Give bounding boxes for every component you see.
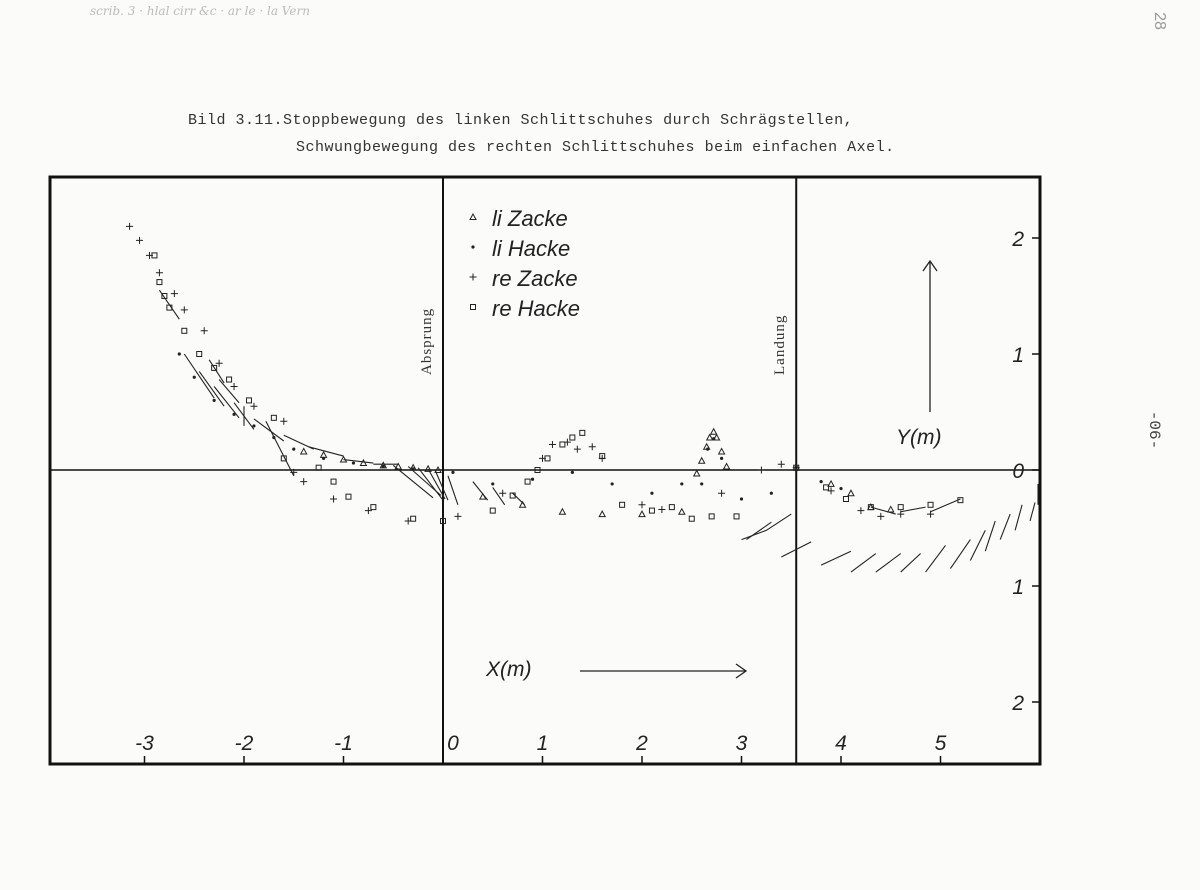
y-tick-label-0: 2 [1012,228,1024,251]
force-vector-38 [766,514,791,530]
point-li-hacke-12 [491,482,494,485]
y-axis-title: Y(m) [896,426,942,449]
legend-label-3: re Hacke [492,296,581,321]
legend-label-2: re Zacke [492,266,578,291]
force-vector-30 [1030,502,1035,521]
point-re-zacke-34 [927,511,934,518]
x-tick-label-6: 3 [735,732,748,755]
point-re-zacke-32 [877,513,884,520]
force-vector-34 [219,380,239,403]
x-tick-label-8: 5 [934,732,947,755]
point-li-hacke-7 [322,457,325,460]
point-re-hacke-1 [157,280,162,285]
point-li-hacke-6 [292,448,295,451]
point-li-zacke-27 [888,506,894,512]
point-re-hacke-14 [371,505,376,510]
point-re-hacke-33 [824,485,829,490]
point-re-hacke-8 [246,398,251,403]
legend-marker-0 [470,214,476,220]
point-re-zacke-8 [231,383,238,390]
point-re-zacke-9 [250,403,257,410]
point-li-hacke-11 [451,471,454,474]
force-vector-28 [1000,514,1010,540]
point-li-hacke-22 [740,497,743,500]
point-li-zacke-12 [599,511,605,517]
point-li-hacke-9 [382,465,385,468]
point-li-hacke-21 [720,457,723,460]
force-vector-4 [254,419,284,441]
point-re-hacke-31 [734,514,739,519]
force-vector-20 [821,551,851,565]
legend-marker-2 [470,274,477,281]
point-re-zacke-6 [201,327,208,334]
point-li-hacke-5 [272,436,275,439]
y-tick-label-1: 1 [1012,344,1024,367]
point-li-hacke-20 [712,437,715,440]
x-tick-label-0: -3 [135,732,154,755]
point-li-zacke-18 [707,435,713,441]
force-vector-2 [214,386,239,417]
event-label-landung: Landung [772,314,789,375]
point-li-zacke-16 [699,458,705,464]
point-re-hacke-36 [898,505,903,510]
point-re-zacke-19 [549,441,556,448]
axis-ticks [135,228,1040,764]
point-li-zacke-15 [694,470,700,476]
x-tick-label-3: 0 [447,732,459,755]
force-vector-6 [309,447,344,456]
point-li-zacke-0 [301,448,307,454]
x-tick-label-5: 2 [636,732,648,755]
point-li-zacke-1 [321,452,327,458]
force-vector-26 [970,530,985,560]
x-tick-label-1: -2 [234,732,254,755]
point-re-hacke-23 [570,435,575,440]
point-re-zacke-31 [857,507,864,514]
point-re-zacke-3 [156,269,163,276]
point-re-zacke-13 [330,496,337,503]
legend [470,206,581,321]
force-vector-41 [931,499,961,512]
point-re-zacke-22 [589,443,596,450]
force-vector-35 [266,421,294,476]
point-li-hacke-26 [839,487,842,490]
x-tick-label-7: 4 [835,732,847,755]
point-li-zacke-21 [719,448,725,454]
point-re-zacke-10 [280,418,287,425]
point-re-zacke-4 [171,290,178,297]
force-vector-25 [950,540,970,569]
legend-label-1: li Hacke [492,236,571,261]
point-li-zacke-19 [711,429,717,435]
point-li-zacke-22 [724,464,730,470]
point-li-hacke-0 [178,352,181,355]
y-tick-label-3: 1 [1012,576,1024,599]
point-re-hacke-5 [197,352,202,357]
x-axis-title: X(m) [486,658,532,681]
point-re-zacke-12 [300,478,307,485]
point-re-hacke-4 [182,328,187,333]
page-number: -06- [1145,410,1163,450]
force-vector-23 [901,554,921,573]
point-li-hacke-8 [352,461,355,464]
handwritten-scribble: scrib. 3 · hlal cirr &c · ar le · la Vern [90,4,310,18]
point-li-hacke-3 [232,413,235,416]
point-re-zacke-17 [499,490,506,497]
point-re-hacke-30 [709,514,714,519]
point-li-hacke-17 [680,482,683,485]
point-re-zacke-27 [758,467,765,474]
point-li-zacke-3 [360,460,366,466]
force-vector-22 [876,554,901,573]
point-re-hacke-28 [669,505,674,510]
point-re-zacke-25 [658,506,665,513]
figure-caption-line-2: Schwungbewegung des rechten Schlittschuhes beim einfachen Axel. [296,139,895,156]
point-re-zacke-26 [718,490,725,497]
point-re-zacke-1 [136,237,143,244]
point-re-hacke-34 [843,497,848,502]
figure-caption-line-1: Bild 3.11.Stoppbewegung des linken Schlittschuhes durch Schrägstellen, [188,112,854,129]
point-re-hacke-29 [689,516,694,521]
force-vector-7 [344,460,374,463]
y-tick-label-2: 0 [1012,460,1024,483]
point-re-zacke-24 [639,501,646,508]
event-label-absprung: Absprung [419,307,435,375]
point-li-hacke-13 [531,478,534,481]
point-re-zacke-16 [454,513,461,520]
point-re-hacke-22 [560,442,565,447]
force-vector-37 [746,522,771,539]
point-li-hacke-1 [193,376,196,379]
point-re-zacke-21 [574,446,581,453]
point-li-zacke-11 [559,509,565,515]
point-li-hacke-16 [650,492,653,495]
point-re-hacke-24 [580,430,585,435]
point-li-hacke-15 [611,482,614,485]
point-re-hacke-17 [490,508,495,513]
point-re-hacke-13 [346,494,351,499]
legend-marker-3 [471,305,476,310]
point-re-zacke-0 [126,223,133,230]
point-re-zacke-28 [778,461,785,468]
point-re-hacke-27 [649,508,654,513]
point-li-hacke-14 [571,471,574,474]
legend-label-0: li Zacke [492,206,568,231]
force-vector-27 [985,521,995,551]
point-re-hacke-9 [271,415,276,420]
point-re-hacke-19 [525,479,530,484]
force-vector-40 [901,507,926,512]
point-li-hacke-10 [412,467,415,470]
legend-marker-1 [471,245,474,248]
x-tick-label-2: -1 [334,732,353,755]
corner-page-note: 28 [1150,12,1168,30]
force-vector-29 [1015,505,1022,531]
axis-titles [485,261,942,681]
point-re-hacke-12 [331,479,336,484]
point-li-hacke-2 [213,399,216,402]
point-li-hacke-25 [820,480,823,483]
point-re-hacke-7 [227,377,232,382]
point-re-hacke-26 [620,502,625,507]
point-li-hacke-4 [252,424,255,427]
x-tick-label-4: 1 [536,732,549,755]
point-li-hacke-19 [706,448,709,451]
point-re-hacke-15 [411,516,416,521]
point-re-zacke-5 [181,306,188,313]
y-tick-label-4: 2 [1012,692,1024,715]
point-re-hacke-37 [928,502,933,507]
point-li-zacke-14 [679,509,685,515]
force-vector-21 [851,554,876,573]
force-vector-24 [926,545,946,572]
point-li-zacke-13 [639,511,645,517]
point-li-hacke-23 [770,492,773,495]
point-li-zacke-25 [848,490,854,496]
force-vector-14 [448,476,458,505]
point-li-hacke-18 [700,482,703,485]
